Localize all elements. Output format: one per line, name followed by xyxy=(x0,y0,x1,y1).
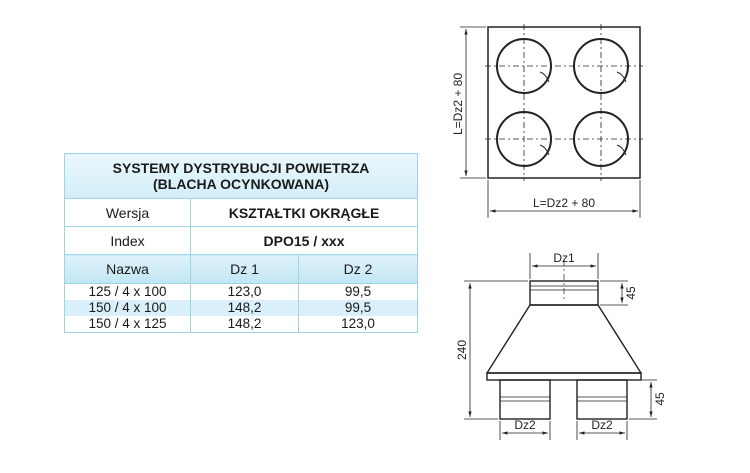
cell-dz2: 123,0 xyxy=(299,316,418,333)
top-dim-vertical-label: L=Dz2 + 80 xyxy=(451,72,465,136)
header-dz2: Dz 2 xyxy=(299,255,418,284)
index-label: Index xyxy=(65,227,191,255)
top-view-centerlines xyxy=(485,24,643,181)
bottom-collar-right xyxy=(577,380,627,419)
dz2-left-label: Dz2 xyxy=(514,418,536,432)
dim-240 xyxy=(464,281,528,419)
outlet-arcs xyxy=(540,72,626,155)
cell-dz1: 148,2 xyxy=(191,300,299,316)
header-dz1: Dz 1 xyxy=(191,255,299,284)
bottom-collar-label: 45 xyxy=(653,392,667,406)
index-value: DPO15 / xxx xyxy=(191,227,418,255)
dz1-label: Dz1 xyxy=(553,251,575,265)
wersja-label: Wersja xyxy=(65,199,191,227)
cell-nazwa: 150 / 4 x 125 xyxy=(65,316,191,333)
base-plate xyxy=(487,373,641,380)
wersja-value: KSZTAŁTKI OKRĄGŁE xyxy=(191,199,418,227)
cell-dz2: 99,5 xyxy=(299,300,418,316)
side-view xyxy=(464,253,657,440)
table-title-line2: (BLACHA OCYNKOWANA) xyxy=(153,176,330,192)
cell-dz2: 99,5 xyxy=(299,284,418,301)
height-label: 240 xyxy=(455,339,469,361)
cell-nazwa: 150 / 4 x 100 xyxy=(65,300,191,316)
top-dim-horizontal-label: L=Dz2 + 80 xyxy=(532,196,596,210)
cone-body xyxy=(487,305,641,373)
top-view-square xyxy=(488,27,640,178)
table-title-line1: SYSTEMY DYSTRYBUCJI POWIETRZA xyxy=(112,160,370,176)
top-view xyxy=(460,24,643,218)
header-nazwa: Nazwa xyxy=(65,255,191,284)
cell-dz1: 148,2 xyxy=(191,316,299,333)
outlet-circles xyxy=(497,39,628,166)
dz2-right-label: Dz2 xyxy=(591,418,613,432)
cell-nazwa: 125 / 4 x 100 xyxy=(65,284,191,301)
cell-dz1: 123,0 xyxy=(191,284,299,301)
top-collar-label: 45 xyxy=(624,286,638,300)
bottom-collar-left xyxy=(500,380,550,419)
